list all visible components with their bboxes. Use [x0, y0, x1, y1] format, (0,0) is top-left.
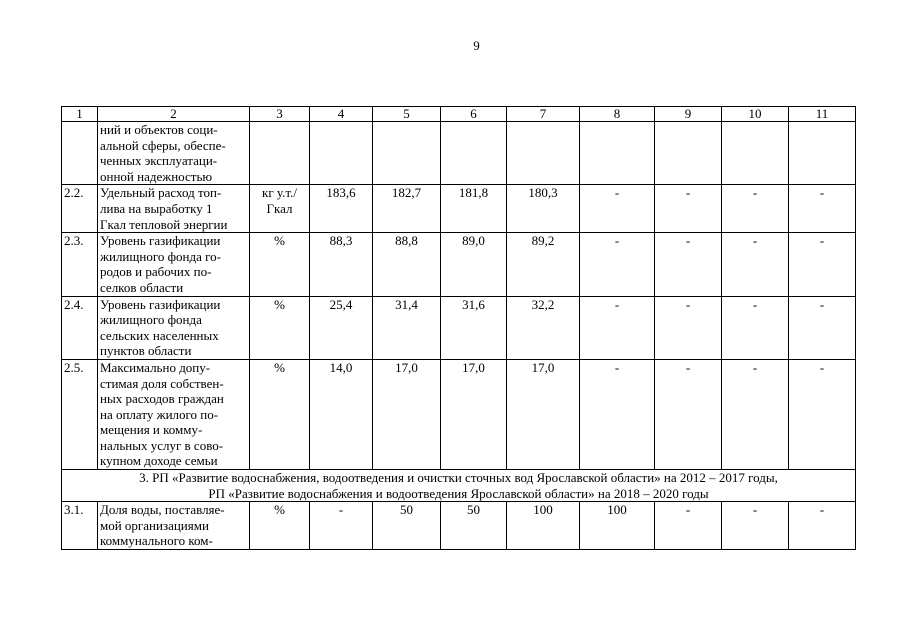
indicator-name-line: на оплату жилого по- [100, 406, 219, 422]
value-cell [722, 122, 789, 185]
table-row [62, 359, 856, 469]
row-number-cell: 2.2. [62, 185, 98, 233]
row-number-cell: 2.3. [62, 233, 98, 296]
value-cell: 17,0 [373, 359, 441, 469]
value-cell: - [655, 296, 722, 359]
value-cell [310, 122, 373, 185]
row-number-cell: 2.5. [62, 359, 98, 469]
indicator-name-line: стимая доля собствен- [100, 375, 224, 391]
indicator-name-cell [98, 359, 250, 469]
value-cell: 17,0 [507, 359, 580, 469]
indicator-name-cell [98, 502, 250, 550]
header-cell: 10 [722, 107, 789, 122]
value-cell: 180,3 [507, 185, 580, 233]
value-cell: 14,0 [310, 359, 373, 469]
page-number: 9 [473, 38, 480, 53]
value-cell: 181,8 [441, 185, 507, 233]
indicator-name-line: купном доходе семьи [100, 453, 218, 469]
value-cell: 89,2 [507, 233, 580, 296]
unit-cell [250, 502, 310, 550]
table-body [62, 107, 856, 550]
header-cell: 2 [98, 107, 250, 122]
value-cell: - [789, 502, 856, 550]
indicator-name-line: альной сферы, обеспе- [100, 137, 226, 153]
table-row [62, 122, 856, 185]
row-number-cell [62, 122, 98, 185]
indicator-name-line: сельских населенных [100, 327, 219, 343]
value-cell: 182,7 [373, 185, 441, 233]
indicator-name-line: Уровень газификации [100, 296, 221, 312]
unit-cell [250, 296, 310, 359]
value-cell: - [580, 359, 655, 469]
indicator-name-line: Гкал тепловой энергии [100, 216, 228, 232]
value-cell: - [722, 359, 789, 469]
section-header-row [62, 470, 856, 502]
value-cell: - [789, 359, 856, 469]
value-cell: - [655, 233, 722, 296]
value-cell: 88,3 [310, 233, 373, 296]
section-title-line: РП «Развитие водоснабжения и водоотведения Ярославской области» на 2018 – 2020 годы [208, 485, 709, 501]
indicator-name-line: ний и объектов соци- [100, 122, 218, 137]
row-number-cell: 2.4. [62, 296, 98, 359]
unit-line: % [274, 502, 285, 518]
value-cell: - [655, 185, 722, 233]
indicator-name-cell [98, 296, 250, 359]
value-cell: 183,6 [310, 185, 373, 233]
unit-line: % [274, 233, 285, 249]
table-row [62, 233, 856, 296]
value-cell: - [310, 502, 373, 550]
unit-cell [250, 359, 310, 469]
header-cell: 3 [250, 107, 310, 122]
value-cell [373, 122, 441, 185]
unit-cell [250, 185, 310, 233]
section-title-line: 3. РП «Развитие водоснабжения, водоотведения и очистки сточных вод Ярославской области» на 2012 – 2017 годы, [139, 470, 778, 486]
table-row [62, 502, 856, 550]
value-cell: - [722, 502, 789, 550]
value-cell: 25,4 [310, 296, 373, 359]
indicator-name-cell [98, 233, 250, 296]
unit-line: Гкал [266, 200, 293, 216]
value-cell: - [789, 296, 856, 359]
header-cell: 1 [62, 107, 98, 122]
unit-line: % [274, 296, 285, 312]
value-cell: - [722, 296, 789, 359]
value-cell: - [655, 359, 722, 469]
header-cell: 11 [789, 107, 856, 122]
header-cell: 8 [580, 107, 655, 122]
indicator-name-line: онной надежностью [100, 168, 213, 184]
indicator-name-line: родов и рабочих по- [100, 264, 212, 280]
value-cell: - [722, 185, 789, 233]
header-cell: 6 [441, 107, 507, 122]
unit-cell [250, 233, 310, 296]
indicator-name-line: жилищного фонда [100, 312, 202, 328]
indicator-name-line: жилищного фонда го- [100, 248, 221, 264]
value-cell: - [580, 185, 655, 233]
indicator-name-line: Уровень газификации [100, 233, 221, 249]
unit-cell [250, 122, 310, 185]
header-cell: 7 [507, 107, 580, 122]
indicator-name-line: Максимально допу- [100, 359, 211, 375]
value-cell: 32,2 [507, 296, 580, 359]
indicator-name-line: ченных эксплуатаци- [100, 153, 218, 169]
value-cell: 88,8 [373, 233, 441, 296]
value-cell [789, 122, 856, 185]
indicator-name-cell [98, 185, 250, 233]
indicator-name-line: мещения и комму- [100, 422, 203, 438]
value-cell: 17,0 [441, 359, 507, 469]
header-cell: 4 [310, 107, 373, 122]
value-cell [507, 122, 580, 185]
indicator-name-line: пунктов области [100, 343, 192, 359]
indicator-name-line: ных расходов граждан [100, 391, 224, 407]
unit-line: кг у.т./ [262, 185, 297, 201]
indicator-name-line: нальных услуг в сово- [100, 437, 224, 453]
value-cell [655, 122, 722, 185]
value-cell: 31,6 [441, 296, 507, 359]
value-cell [441, 122, 507, 185]
value-cell: - [789, 233, 856, 296]
value-cell: - [580, 233, 655, 296]
value-cell: - [580, 296, 655, 359]
value-cell: 50 [373, 502, 441, 550]
value-cell: - [655, 502, 722, 550]
indicator-name-line: Доля воды, поставляе- [100, 502, 225, 518]
value-cell: 89,0 [441, 233, 507, 296]
value-cell: - [722, 233, 789, 296]
indicator-name-line: коммунального ком- [100, 533, 213, 549]
table-row [62, 185, 856, 233]
indicators-table [61, 106, 856, 550]
indicator-name-line: селков области [100, 279, 184, 295]
indicator-name-cell [98, 122, 250, 185]
unit-line: % [274, 359, 285, 375]
header-cell: 5 [373, 107, 441, 122]
section-title [62, 470, 856, 502]
header-row [62, 107, 856, 122]
value-cell: - [789, 185, 856, 233]
indicator-name-line: мой организациями [100, 517, 209, 533]
value-cell [580, 122, 655, 185]
row-number-cell: 3.1. [62, 502, 98, 550]
header-cell: 9 [655, 107, 722, 122]
indicator-name-line: Удельный расход топ- [100, 185, 222, 201]
value-cell: 50 [441, 502, 507, 550]
table-row [62, 296, 856, 359]
value-cell: 100 [580, 502, 655, 550]
indicator-name-line: лива на выработку 1 [100, 200, 213, 216]
value-cell: 31,4 [373, 296, 441, 359]
value-cell: 100 [507, 502, 580, 550]
